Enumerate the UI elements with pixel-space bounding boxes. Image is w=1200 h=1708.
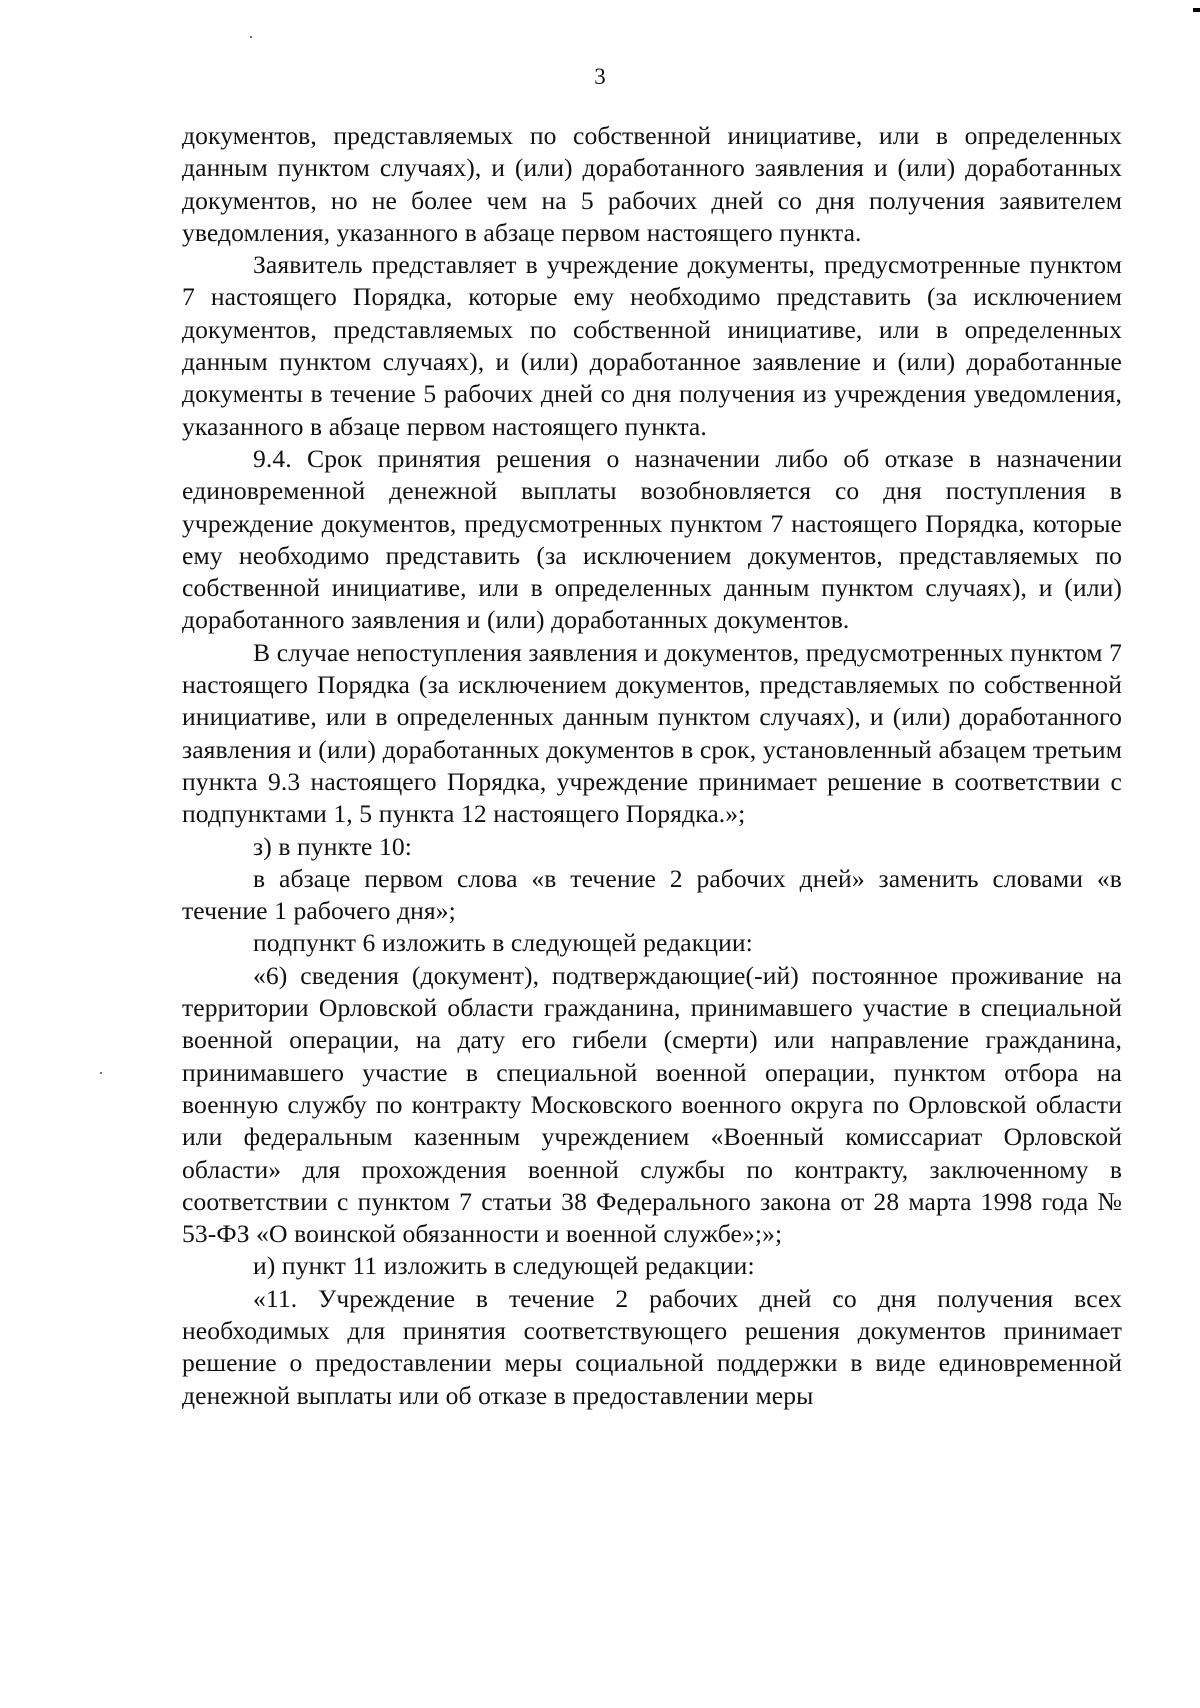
subitem-z: з) в пункте 10: [253, 831, 412, 861]
scan-edge-mark [1193, 8, 1200, 12]
paragraph: в абзаце первом слова «в течение 2 рабочих дней» заменить словами «в течение 1 рабочего дня»; [182, 863, 1122, 926]
page-number: 3 [594, 64, 606, 89]
paragraph: подпункт 6 изложить в следующей редакции: [253, 928, 753, 958]
paragraph: Заявитель представляет в учреждение документы, предусмотренные пунктом 7 настоящего Порядка, которые ему необходимо представить (за исключением документов, представляемых по собственной инициативе, или в определенных данным пунктом случаях), и (или) доработанное заявление и (или) доработанные документы в течение 5 рабочих дней со дня получения из учреждения уведомления, указанного в абзаце первом настоящего пункта. [182, 250, 1122, 441]
item-11: «11. Учреждение в течение 2 рабочих дней со дня получения всех необходимых для принятия соответствующего решения документов принимает решение о предоставлении меры социальной поддержки в виде единовременной денежной выплаты или об отказе в предоставлении меры [182, 1283, 1122, 1410]
subitem-i: и) пункт 11 изложить в следующей редакции: [253, 1251, 755, 1281]
paragraph: В случае непоступления заявления и документов, предусмотренных пунктом 7 настоящего Порядка (за исключением документов, представляемых по собственной инициативе, или в определенных данным пунктом случаях), и (или) доработанного заявления и (или) доработанных документов в срок, установленный абзацем третьим пункта 9.3 настоящего Порядка, учреждение принимает решение в соответствии с подпунктами 1, 5 пункта 12 настоящего Порядка.»; [182, 637, 1122, 829]
paragraph-continuation: документов, представляемых по собственной инициативе, или в определенных данным пунктом случаях), и (или) доработанного заявления и (или) доработанных документов, но не более чем на 5 рабочих дней со дня получения заявителем уведомления, указанного в абзаце первом настоящего пункта. [182, 121, 1122, 247]
document-body [182, 120, 1122, 1412]
paragraph-9-4: 9.4. Срок принятия решения о назначении либо об отказе в назначении единовременной денежной выплаты возобновляется со дня поступления в учреждение документов, предусмотренных пунктом 7 настоящего Порядка, которые ему необходимо представить (за исключением документов, представляемых по собственной инициативе, или в определенных данным пунктом случаях), и (или) доработанного заявления и (или) доработанных документов. [182, 443, 1122, 635]
scan-speck [100, 1072, 102, 1074]
scan-speck [250, 36, 252, 38]
subitem-6: «6) сведения (документ), подтверждающие(-ий) постоянное проживание на территории Орловской области гражданина, принимавшего участие в специальной военной операции, на дату его гибели (смерти) или направление гражданина, принимавшего участие в специальной военной операции, пунктом отбора на военную службу по контракту Московского военного округа по Орловской области или федеральным казенным учреждением «Военный комиссариат Орловской области» для прохождения военной службы по контракту, заключенному в соответствии с пунктом 7 статьи 38 Федерального закона от 28 марта 1998 года № 53-ФЗ «О воинской обязанности и военной службе»;»; [182, 960, 1122, 1249]
